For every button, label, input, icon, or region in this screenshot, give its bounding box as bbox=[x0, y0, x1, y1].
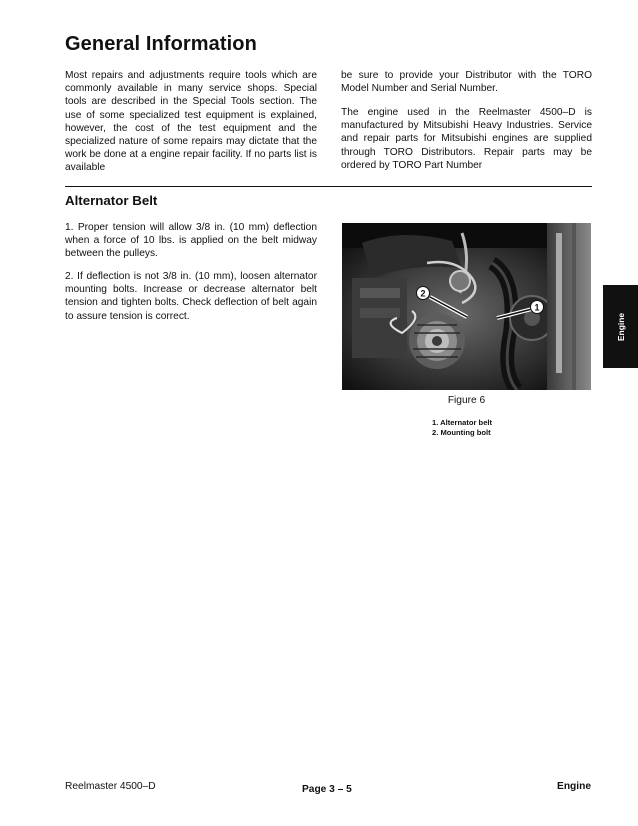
footer-chapter: Engine bbox=[557, 781, 591, 792]
chapter-tab bbox=[603, 285, 638, 368]
intro-paragraph-right-1: be sure to provide your Distributor with the TORO Model Number and Serial Number. bbox=[341, 70, 592, 95]
page-title: General Information bbox=[65, 33, 257, 55]
chapter-tab-label: Engine bbox=[615, 312, 626, 341]
engine-photo bbox=[342, 223, 591, 390]
footer-page-number: Page 3 – 5 bbox=[302, 784, 352, 795]
instruction-step-1: 1. Proper tension will allow 3/8 in. (10 mm) deflection when a force of 10 lbs. is applied on the belt midway between the pulleys. bbox=[65, 222, 317, 260]
intro-paragraph-right-2: The engine used in the Reelmaster 4500–D is manufactured by Mitsubishi Heavy Industries. Service and repair parts for Mitsubishi engines are supplied through TORO Distributors. Repair parts may be ordered by TORO Part Number bbox=[341, 107, 592, 171]
section-heading: Alternator Belt bbox=[65, 193, 158, 208]
engine-photo-illustration bbox=[342, 223, 591, 390]
legend-item: 1. Alternator belt bbox=[432, 418, 493, 427]
legend-item: 2. Mounting bolt bbox=[432, 428, 491, 437]
figure-caption: Figure 6 bbox=[447, 395, 486, 406]
footer-manual-name: Reelmaster 4500–D bbox=[65, 781, 156, 792]
callout-2-label: 2 bbox=[420, 288, 426, 299]
instruction-step-2: 2. If deflection is not 3/8 in. (10 mm), loosen alternator mounting bolts. Increase or decrease alternator belt tension and tighten bolts. Check deflection of belt again to assure tension is correct. bbox=[65, 271, 317, 322]
callout-1-label: 1 bbox=[534, 302, 540, 313]
intro-paragraph-left: Most repairs and adjustments require tools which are commonly available in many service shops. Special tools are described in the Special Tools section. The use of some specialized test equipment is explained, however, the cost of the test equipment and the specialized nature of some repairs may dictate that the work be done at a engine repair facility. If no parts list is available bbox=[65, 70, 317, 174]
figure-legend bbox=[432, 418, 492, 438]
section-divider bbox=[65, 186, 592, 187]
